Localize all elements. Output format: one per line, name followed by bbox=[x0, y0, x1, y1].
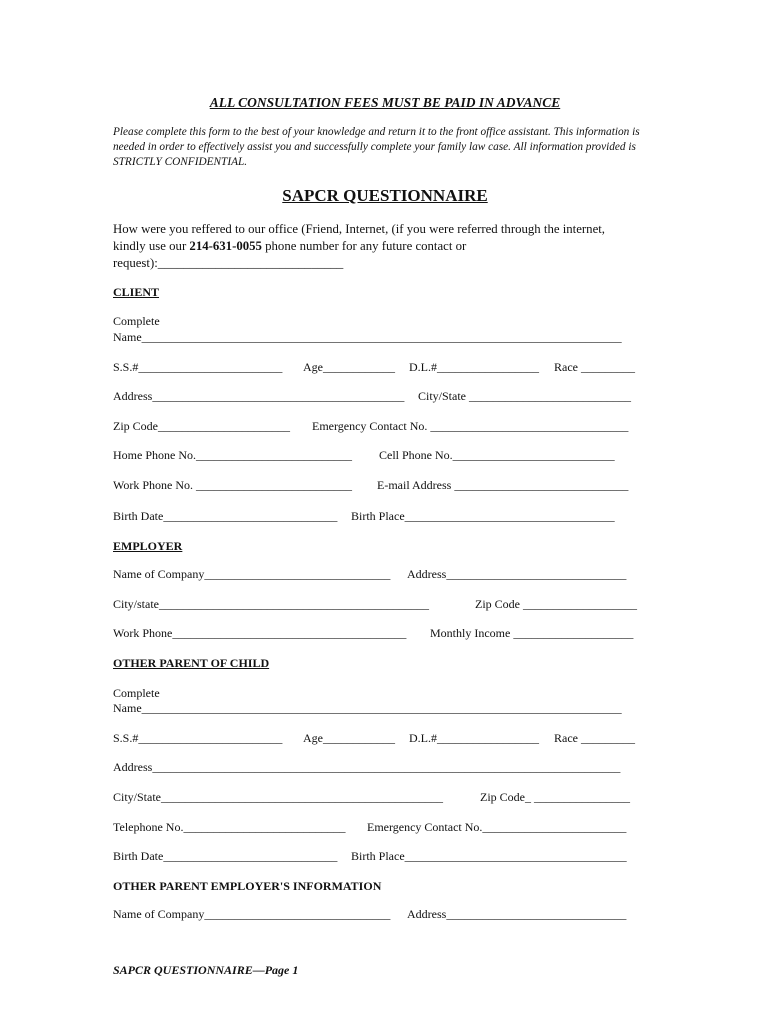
client-ss-field[interactable]: S.S.#________________________ bbox=[113, 360, 283, 374]
client-race-field[interactable]: Race _________ bbox=[554, 360, 635, 374]
referral-question bbox=[113, 221, 673, 272]
client-cell-phone-field[interactable]: Cell Phone No.___________________________ bbox=[379, 448, 615, 462]
other-parent-emergency-field[interactable]: Emergency Contact No.________________________ bbox=[367, 820, 627, 834]
client-heading: CLIENT bbox=[113, 285, 160, 299]
referral-line-2-pre: kindly use our bbox=[113, 239, 190, 253]
other-employer-address-field[interactable]: Address______________________________ bbox=[407, 907, 627, 921]
client-dl-field[interactable]: D.L.#_________________ bbox=[409, 360, 539, 374]
client-city-field[interactable]: City/State ___________________________ bbox=[418, 389, 631, 403]
client-zip-field[interactable]: Zip Code______________________ bbox=[113, 419, 290, 433]
other-parent-ss-field[interactable]: S.S.#________________________ bbox=[113, 731, 283, 745]
referral-line-2 bbox=[113, 238, 673, 255]
other-parent-city-field[interactable]: City/State_______________________________________________ bbox=[113, 790, 443, 804]
fee-notice: ALL CONSULTATION FEES MUST BE PAID IN ADVANCE bbox=[209, 95, 561, 110]
client-home-phone-field[interactable]: Home Phone No.__________________________ bbox=[113, 448, 352, 462]
form-title: SAPCR QUESTIONNAIRE bbox=[282, 186, 488, 205]
employer-income-field[interactable]: Monthly Income ____________________ bbox=[430, 626, 634, 640]
referral-line-2-post: phone number for any future contact or bbox=[261, 239, 467, 253]
employer-work-phone-field[interactable]: Work Phone_______________________________________ bbox=[113, 626, 407, 640]
referral-line-1: How were you reffered to our office (Friend, Internet, (if you were referred through the internet, bbox=[113, 222, 606, 236]
other-parent-birth-place-field[interactable]: Birth Place_____________________________________ bbox=[351, 849, 627, 863]
other-parent-address-field[interactable]: Address______________________________________________________________________________ bbox=[113, 760, 621, 774]
office-phone: 214-631-0055 bbox=[189, 239, 262, 253]
other-parent-name-field[interactable]: Name________________________________________________________________________________ bbox=[113, 701, 622, 715]
client-birth-place-field[interactable]: Birth Place___________________________________ bbox=[351, 509, 615, 523]
employer-company-field[interactable]: Name of Company_______________________________ bbox=[113, 567, 391, 581]
client-email-field[interactable]: E-mail Address _____________________________ bbox=[377, 478, 629, 492]
employer-address-field[interactable]: Address______________________________ bbox=[407, 567, 627, 581]
page-footer: SAPCR QUESTIONNAIRE—Page 1 bbox=[113, 963, 299, 977]
other-parent-dl-field[interactable]: D.L.#_________________ bbox=[409, 731, 539, 745]
other-parent-age-field[interactable]: Age____________ bbox=[303, 731, 395, 745]
client-address-field[interactable]: Address__________________________________________ bbox=[113, 389, 405, 403]
employer-city-field[interactable]: City/state_____________________________________________ bbox=[113, 597, 429, 611]
client-emergency-field[interactable]: Emergency Contact No. _________________________________ bbox=[312, 419, 629, 433]
referral-answer-field[interactable]: request):_____________________________ bbox=[113, 256, 344, 270]
client-age-field[interactable]: Age____________ bbox=[303, 360, 395, 374]
other-employer-heading: OTHER PARENT EMPLOYER'S INFORMATION bbox=[113, 879, 382, 893]
intro-paragraph: Please complete this form to the best of your knowledge and return it to the front office assistant. This information is needed in order to effectively assist you and successfully complete your family law case. All information provided is STRICTLY CONFIDENTIAL. bbox=[113, 126, 640, 168]
employer-zip-field[interactable]: Zip Code ___________________ bbox=[475, 597, 637, 611]
client-name-field[interactable]: Name________________________________________________________________________________ bbox=[113, 330, 622, 344]
other-parent-telephone-field[interactable]: Telephone No.___________________________ bbox=[113, 820, 346, 834]
other-parent-zip-field[interactable]: Zip Code_ ________________ bbox=[480, 790, 630, 804]
other-parent-heading: OTHER PARENT OF CHILD bbox=[113, 656, 270, 670]
client-name-label: Complete bbox=[113, 314, 160, 328]
other-employer-company-field[interactable]: Name of Company_______________________________ bbox=[113, 907, 391, 921]
client-birth-date-field[interactable]: Birth Date_____________________________ bbox=[113, 509, 338, 523]
other-parent-name-label: Complete bbox=[113, 686, 160, 700]
client-work-phone-field[interactable]: Work Phone No. __________________________ bbox=[113, 478, 353, 492]
employer-heading: EMPLOYER bbox=[113, 539, 183, 553]
other-parent-birth-date-field[interactable]: Birth Date_____________________________ bbox=[113, 849, 338, 863]
other-parent-race-field[interactable]: Race _________ bbox=[554, 731, 635, 745]
